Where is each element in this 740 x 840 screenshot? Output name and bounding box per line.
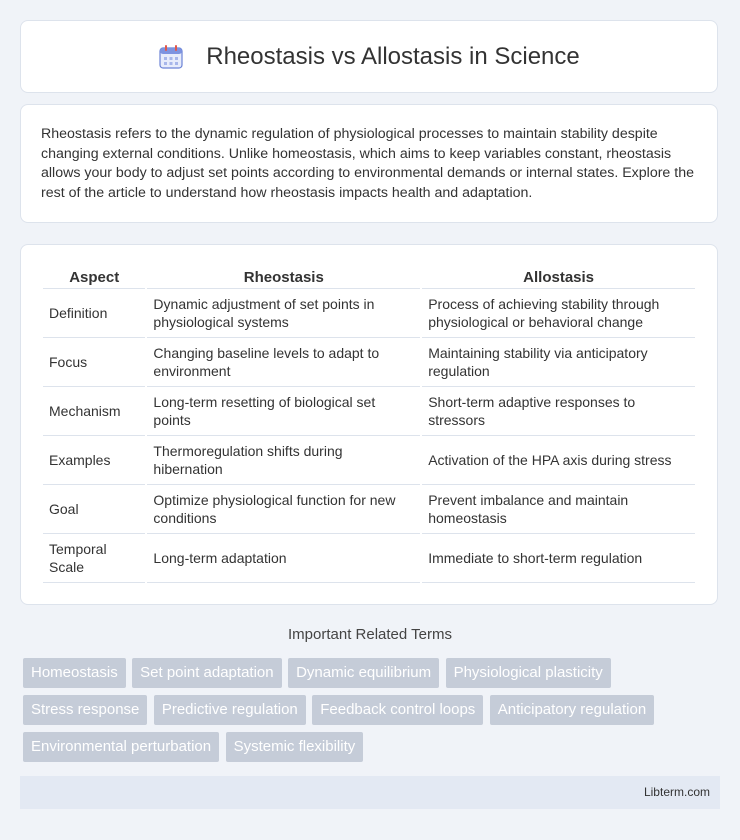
header-allostasis: Allostasis [422, 263, 695, 289]
header-aspect: Aspect [43, 263, 145, 289]
cell-allostasis: Process of achieving stability through physiological or behavioral change [422, 289, 695, 338]
related-terms-list [23, 658, 723, 769]
comparison-card [20, 244, 718, 605]
table-row [43, 534, 695, 583]
cell-rheostasis: Long-term resetting of biological set points [147, 387, 420, 436]
tag-physiological-plasticity[interactable]: Physiological plasticity [446, 658, 611, 688]
cell-rheostasis: Long-term adaptation [147, 534, 420, 583]
related-terms-title: Important Related Terms [288, 626, 452, 643]
comparison-table [41, 263, 697, 583]
table-row [43, 436, 695, 485]
cell-allostasis: Immediate to short-term regulation [422, 534, 695, 583]
cell-allostasis: Short-term adaptive responses to stressors [422, 387, 695, 436]
cell-allostasis: Prevent imbalance and maintain homeostasis [422, 485, 695, 534]
cell-allostasis: Maintaining stability via anticipatory regulation [422, 338, 695, 387]
tag-environmental-perturbation[interactable]: Environmental perturbation [23, 732, 219, 762]
tag-homeostasis[interactable]: Homeostasis [23, 658, 126, 688]
footer [20, 776, 720, 809]
cell-aspect: Focus [43, 338, 145, 387]
table-row [43, 289, 695, 338]
tag-systemic-flexibility[interactable]: Systemic flexibility [226, 732, 364, 762]
cell-allostasis: Activation of the HPA axis during stress [422, 436, 695, 485]
tag-predictive-regulation[interactable]: Predictive regulation [154, 695, 306, 725]
cell-rheostasis: Thermoregulation shifts during hibernation [147, 436, 420, 485]
cell-rheostasis: Changing baseline levels to adapt to environment [147, 338, 420, 387]
intro-card [20, 104, 718, 223]
cell-rheostasis: Dynamic adjustment of set points in physiological systems [147, 289, 420, 338]
cell-aspect: Definition [43, 289, 145, 338]
header-rheostasis: Rheostasis [147, 263, 420, 289]
title-card [20, 20, 718, 93]
table-header-row [43, 263, 695, 289]
calendar-icon [158, 44, 184, 70]
footer-site-link[interactable]: Libterm.com [643, 785, 710, 799]
cell-aspect: Examples [43, 436, 145, 485]
cell-aspect: Goal [43, 485, 145, 534]
intro-text: Rheostasis refers to the dynamic regulation of physiological processes to maintain stability despite changing external conditions. Unlike homeostasis, which aims to keep variables constant, rheostasis allows your body to adjust set points according to environmental demands or internal states. Explore the rest of the article to understand how rheostasis impacts health and adaptation. [41, 126, 694, 201]
table-row [43, 485, 695, 534]
tag-anticipatory-regulation[interactable]: Anticipatory regulation [490, 695, 654, 725]
table-row [43, 387, 695, 436]
page-title: Rheostasis vs Allostasis in Science [206, 42, 580, 70]
cell-rheostasis: Optimize physiological function for new conditions [147, 485, 420, 534]
table-row [43, 338, 695, 387]
tag-feedback-control-loops[interactable]: Feedback control loops [312, 695, 483, 725]
tag-stress-response[interactable]: Stress response [23, 695, 147, 725]
cell-aspect: Temporal Scale [43, 534, 145, 583]
tag-dynamic-equilibrium[interactable]: Dynamic equilibrium [288, 658, 439, 688]
tag-set-point-adaptation[interactable]: Set point adaptation [132, 658, 281, 688]
cell-aspect: Mechanism [43, 387, 145, 436]
